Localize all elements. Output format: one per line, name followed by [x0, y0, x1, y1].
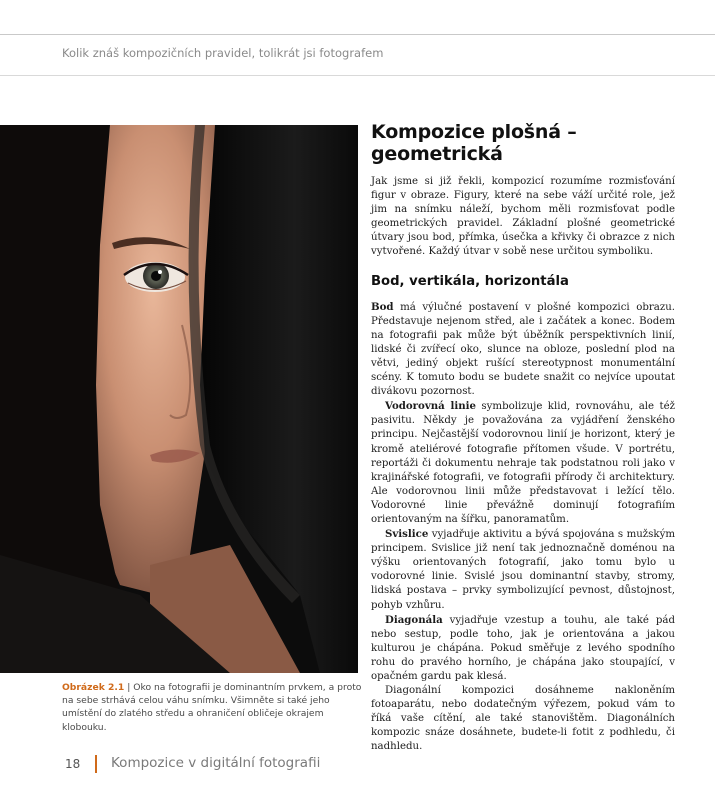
paragraph-bod — [371, 300, 675, 400]
footer-divider — [95, 755, 97, 773]
term-horizontal: Vodorovná linie — [385, 400, 476, 413]
paragraph-vertical — [371, 527, 675, 613]
header-rule — [0, 34, 715, 35]
term-bod: Bod — [371, 300, 394, 313]
term-diagonal: Diagonála — [385, 613, 443, 626]
footer-book-title: Kompozice v digitální fotografii — [111, 755, 321, 771]
paragraph-horizontal — [371, 399, 675, 527]
caption-label: Obrázek 2.1 — [62, 682, 125, 693]
running-header: Kolik znáš kompozičních pravidel, tolikrát jsi fotografem — [62, 46, 384, 60]
paragraph-vertical-text: vyjadřuje aktivitu a bývá spojována s mužským principem. Svislice již není tak jednoznačně doménou na výšku orientovaných fotografií, jako tomu bylo u vodorovné linie. Svislé jsou dominantní stavby, stromy, lidská postava – prvky symbolizující pevnost, důstojnost, pohyb vzhůru. — [371, 529, 675, 611]
caption-text: | Oko na fotografii je dominantním prvkem, a proto na sebe strhává celou váhu snímku. Všimněte si také jeho umístění do zlatého středu a ohraničení obličeje okrajem klobouku. — [62, 682, 362, 733]
figure-caption — [62, 681, 364, 734]
header-divider — [0, 75, 715, 76]
paragraph-diagonal — [371, 613, 675, 684]
paragraph-horizontal-text: symbolizuje klid, rovnováhu, ale též pasivitu. Někdy je považována za vyjádření ženského principu. Nejčastější vodorovnou linií je horizont, který je kromě ateliérové fotografie přítomen všude. V portrétu, reportáži či dokumentu nehraje tak podstatnou roli jako v krajinářské fotografii, ve fotografii přírody či architektury. Ale vodorovnou linii může představovat i ležící tělo. Vodorovné linie převážně dominují fotografiím orientovaným na šířku, panoramatům. — [371, 401, 675, 525]
paragraph-bod-text: má výlučné postavení v plošné kompozici obrazu. Představuje nejenom střed, ale i začátek a konec. Bodem na fotografii pak může být úběžník perspektivních linií, lidské či zvířecí oko, slunce na obloze, poslední plod na větvi, jediný objekt rušící stereotypnost monumentální scény. K tomuto bodu se budete snažit co nejvíce upoutat divákovu pozornost. — [371, 301, 675, 398]
article — [371, 121, 675, 755]
article-title: Kompozice plošná – geometrická — [371, 121, 577, 165]
paragraph-diagonal-composition: Diagonální kompozici dosáhneme nakloněním fotoaparátu, nebo dodatečným výřezem, pokud vám to říká vaše cítění, ale také stanovištěm. Diagonálních kompozic snáze dosáhnete, budete-li fotit z podhledu, či nadhledu. — [371, 685, 675, 753]
page-number: 18 — [65, 757, 81, 771]
term-vertical: Svislice — [385, 528, 429, 541]
portrait-photo — [0, 125, 358, 673]
intro-paragraph: Jak jsme si již řekli, kompozicí rozumíme rozmisťování figur v obraze. Figury, které na sebe váží určité role, jež jim na snímku náleží, bychom měli rozmisťovat podle geometrických pravidel. Základní plošné geometrické útvary jsou bod, přímka, úsečka a křivky či obrazce z nich vytvořené. Každý útvar v sobě nese určitou symboliku. — [371, 176, 675, 258]
section-heading: Bod, vertikála, horizontála — [371, 273, 569, 289]
paragraph-diagonal-text: vyjadřuje vzestup a touhu, ale také pád nebo sestup, podle toho, jak je orientována a jakou kulturou je chápána. Pokud směřuje z levého spodního rohu do pravého horního, je chápána jako stoupající, v opačném gardu pak klesá. — [371, 614, 675, 682]
